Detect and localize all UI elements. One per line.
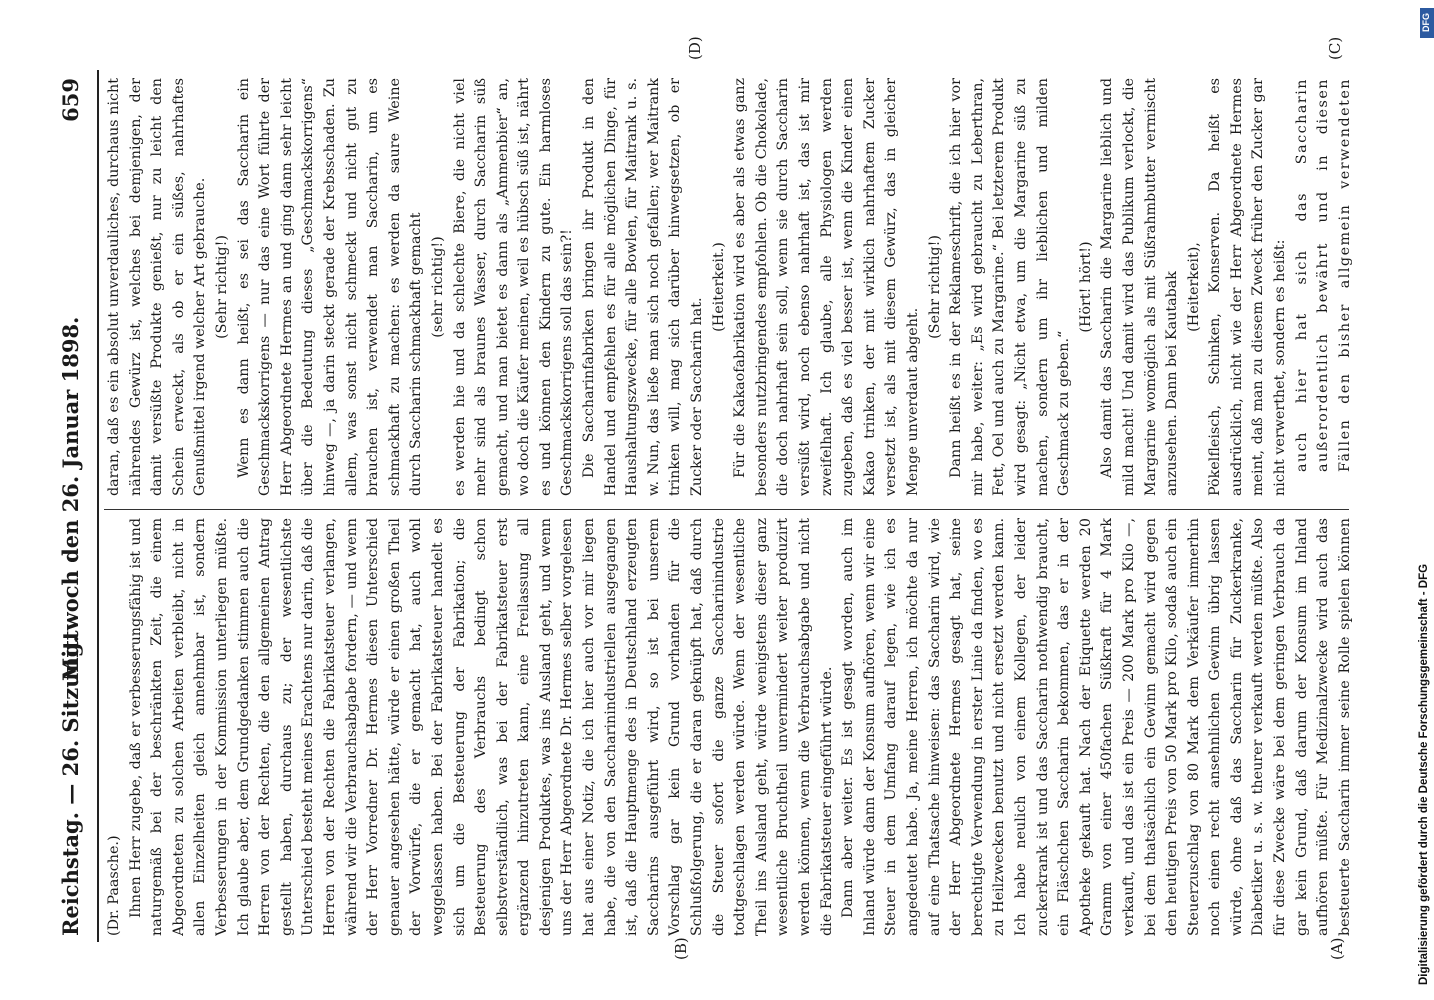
margin-mark-b: (B) [672,937,690,960]
paragraph: Dann heißt es in der Reklameschrift, die ich hier vor mir habe, weiter: „Es wird gebraucht zu Leberthran, Fett, Oel und auch zu Margarine.“ Bei letzterem Produkt wird gesagt: „Nicht etwa, um die Margarine süß zu machen, sondern um ihr lieblichen und milden Geschmack zu geben.“ [948,78,1073,496]
margin-mark-a: (A) [1328,937,1346,960]
paragraph: es werden hie und da schlechte Biere, die nicht viel mehr sind als braunes Wasser, durch Saccharin süß gemacht, und man bietet es dann als „Ammenbier“ an, wo doch die Käufer meinen, weil es hübsch süß ist, nährt es und können den Kindern zu gute. Ein harmloses Geschmackskorrigens soll das sein?! [451,78,576,496]
left-column [104,518,1354,936]
speaker-name: (Dr. Paasche.) [106,835,122,936]
margin-mark-c: (C) [1326,36,1344,60]
paragraph: Wenn es dann heißt, es sei das Saccharin ein Geschmackskorrigens — nur das eine Wort führte der Herr Abgeordnete Hermes an und ging dann sehr leicht über die Bedeutung dieses „Geschmackskorrigens“ hinweg —, ja darin steckt gerade der Krebsschaden. Zu allem, was sonst nicht schmeckt und nicht gut zu brauchen ist, verwendet man Saccharin, um es schmackhaft zu machen: es werden da saure Weine durch Saccharin schmackhaft gemacht [235,78,425,496]
interjection: (sehr richtig!) [429,236,446,338]
margin-mark-d: (D) [686,36,704,60]
paragraph: Pökelfleisch, Schinken, Konserven. Da heißt es ausdrücklich, nicht wie der Herr Abgeordnete Hermes meint, daß man zu diesem Zweck früher den Zucker gar nicht verwerthet, sondern es heißt: [1207,78,1289,496]
right-column [104,78,1354,496]
digitization-credit: Digitalisierung gefördert durch die Deutsche Forschungsgemeinschaft - DFG [1418,563,1430,985]
dfg-logo [1420,8,1434,38]
paragraph: Die Saccharinfabriken bringen ihr Produkt in den Handel und empfehlen es für alle möglichen Dinge, für Haushaltungszwecke, für alle Bowlen, für Maitrank u. s. w. Nun, das ließe man sich noch gefallen; wer Maitrank trinken will, mag sich darüber hinwegsetzen, ob er Zucker oder Saccharin hat. [581,78,706,496]
interjection: (Sehr richtig!) [213,235,230,339]
paragraph: daran, daß es ein absolut unverdauliches, durchaus nicht nährendes Gewürz ist, welches bei demjenigen, der damit versüßte Produkte genießt, nur zu leicht den Schein erweckt, als ob er ein süßes, nahrhaftes Genußmittel irgend welcher Art gebrauche. [106,78,209,496]
dfg-logo-text: DFG [1421,13,1431,32]
paragraph: Dann aber weiter. Es ist gesagt worden, auch im Inland würde dann der Konsum aufhören, wenn wir eine Steuer in dem Umfang darauf legen, wie ich es angedeutet habe. Ja, meine Herren, ich möchte da nur auf eine Thatsache hinweisen: das Saccharin wird, wie der Herr Abgeordnete Hermes gesagt hat, seine berechtigte Verwendung in erster Linie da finden, wo es zu Heilzwecken benutzt und nicht ersetzt werden kann. Ich habe neulich von einem Kollegen, der leider zuckerkrank ist und das Saccharin nothwendig braucht, ein Fläschchen Saccharin bekommen, das er in der Apotheke gekauft hat. Nach der Etiquette werden 20 Gramm von einer 450fachen Süßkraft für 4 Mark verkauft, und das ist ein Preis — 200 Mark pro Kilo —, bei dem thatsächlich ein Gewinn gemacht wird gegen den heutigen Preis von 50 Mark pro Kilo, sodaß auch ein Steuerzuschlag von 80 Mark dem Verkäufer immerhin noch einen recht ansehnlichen Gewinn übrig lassen würde, ohne daß das Saccharin für Zuckerkranke, Diabetiker u. s. w. theurer verkauft werden müßte. Also für diese Zwecke wäre bei dem geringen Verbrauch da gar kein Grund, daß darum der Konsum im Inland aufhören müßte. Für Medizinalzwecke wird auch das besteuerte Saccharin immer seine Rolle spielen können [840,518,1353,936]
column-divider [104,509,1349,510]
header-date: Mittwoch den 26. Januar 1898. [58,316,83,681]
interjection: (Hört! hört!) [1077,241,1094,333]
paragraph: Ihnen Herr zugebe, daß er verbesserungsfähig ist und naturgemäß bei der beschränkten Zeit, die einem Abgeordneten zu solchen Arbeiten verbleibt, nicht in allen Einzelheiten gleich annehmbar ist, sondern Verbesserungen in der Kommission unterliegen müßte. Ich glaube aber, dem Grundgedanken stimmen auch die Herren von der Rechten, die den allgemeinen Antrag gestellt haben, durchaus zu; der wesentlichste Unterschied besteht meines Erachtens nur darin, daß die Herren von der Rechten die Fabrikatsteuer verlangen, während wir die Verbrauchsabgabe fordern, — und wenn der Herr Vorredner Dr. Hermes diesen Unterschied genauer angesehen hätte, würde er einen großen Theil der Vorwürfe, die er gemacht hat, auch wohl weggelassen haben. Bei der Fabrikatsteuer handelt es sich um die Besteuerung der Fabrikation; die Besteuerung des Verbrauchs bedingt schon selbstverständlich, was bei der Fabrikatsteuer erst ergänzend hinzutreten kann, eine Freilassung all desjenigen Produktes, was ins Ausland geht, und wenn uns der Herr Abgeordnete Dr. Hermes selber vorgelesen hat aus einer Notiz, die ich hier auch vor mir liegen habe, die von den Saccharinindustriellen ausgegangen ist, daß die Hauptmenge des in Deutschland erzeugten Saccharins ausgeführt wird, so ist bei unserem Vorschlag gar kein Grund vorhanden für die Schlußfolgerung, die er daran geknüpft hat, daß durch die Steuer sofort die ganze Saccharinindustrie todtgeschlagen werden würde. Wenn der wesentliche Theil ins Ausland geht, würde wenigstens dieser ganz wesentliche Bruchtheil unvermindert weiter produzirt werden können, wenn die Verbrauchsabgabe und nicht die Fabrikatsteuer eingeführt würde. [127,518,835,936]
header-left: Reichstag. — 26. Sitzung. [58,635,83,936]
paragraph: Also damit das Saccharin die Margarine lieblich und mild macht! Und damit wird das Publikum verlockt, die Margarine womöglich als mit Süßrahmbutter vermischt anzusehen. Dann bei Kautabak [1099,78,1181,496]
paragraph: Für die Kakaofabrikation wird es aber als etwas ganz besonders nutzbringendes empfohlen. Ob die Chokolade, die doch nahrhaft sein soll, wenn sie durch Saccharin versüßt wird, noch ebenso nahrhaft ist, das ist mir zweifelhaft. Ich glaube, alle Physiologen werden zugeben, daß es viel besser ist, wenn die Kinder einen Kakao trinken, der mit wirklich nahrhaftem Zucker versetzt ist, als mit diesem Gewürz, das in gleicher Menge unverdaut abgeht. [732,78,921,496]
page-header [58,78,92,936]
interjection: (Sehr richtig!) [926,235,943,339]
header-rule [97,70,99,942]
interjection: (Heiterkeit.) [710,242,727,332]
quotation: auch hier hat sich das Saccharin außerordentlich bewährt und in diesen Fällen den bisher allgemein verwendeten [1293,78,1353,472]
interjection: (Heiterkeit), [1185,242,1202,332]
page-number: 659 [58,78,83,122]
